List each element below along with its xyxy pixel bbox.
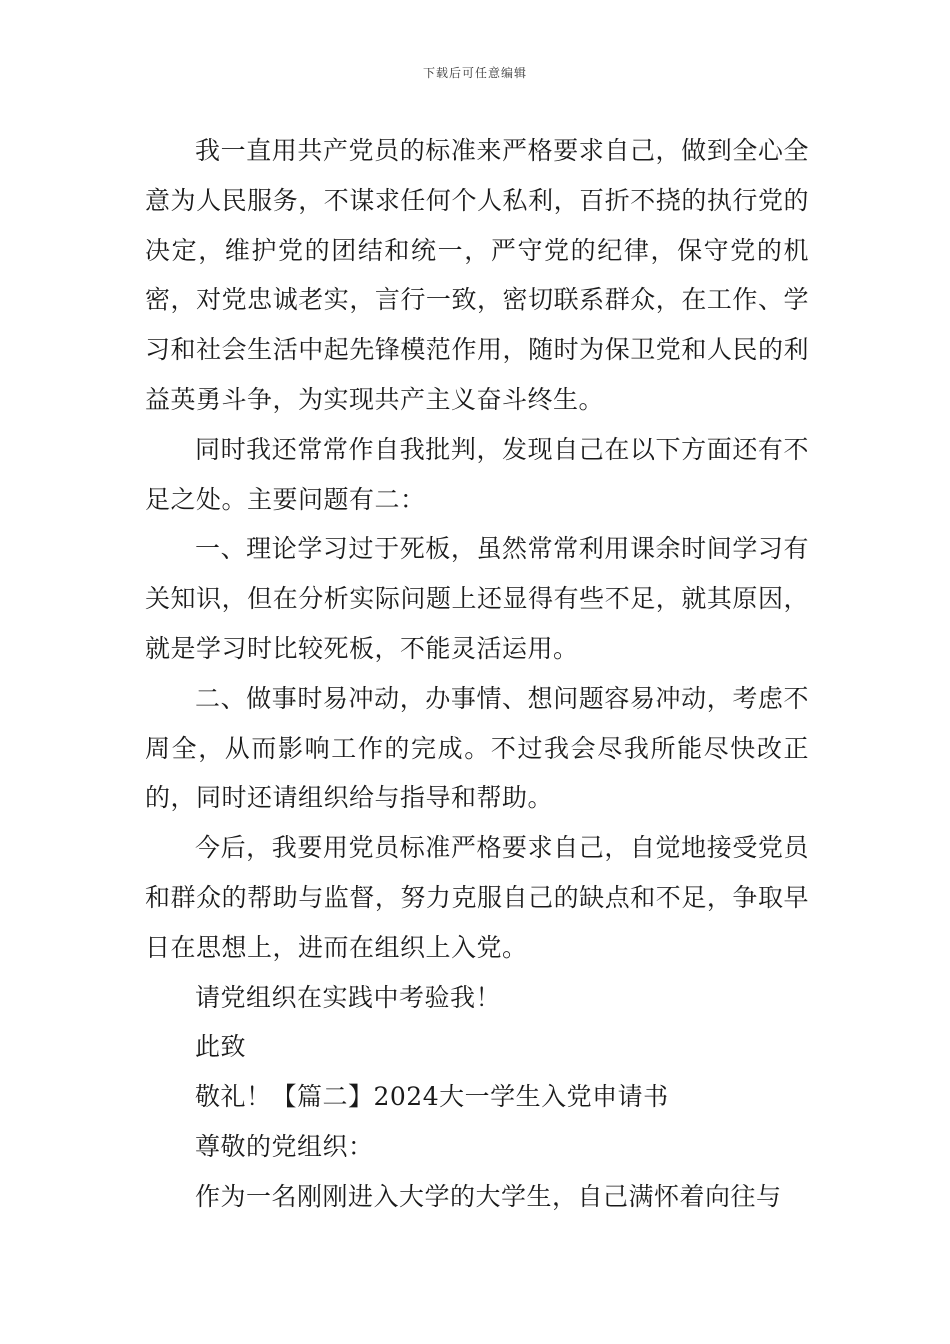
paragraph-future-commitment: 今后，我要用党员标准严格要求自己，自觉地接受党员和群众的帮助与监督，努力克服自己的缺点和不足，争取早日在思想上，进而在组织上入党。 <box>145 833 809 962</box>
paragraph-request-test: 请党组织在实践中考验我！ <box>195 982 502 1012</box>
document-body <box>145 126 809 1222</box>
paragraph-closing-ci-zhi: 此致 <box>195 1032 247 1062</box>
paragraph-salute-and-title: 敬礼！【篇二】2024大一学生入党申请书 <box>195 1082 669 1112</box>
paragraph-party-standard: 我一直用共产党员的标准来严格要求自己，做到全心全意为人民服务，不谋求任何个人私利，百折不挠的执行党的决定，维护党的团结和统一，严守党的纪律，保守党的机密，对党忠诚老实，言行一致，密切联系群众，在工作、学习和社会生活中起先锋模范作用，随时为保卫党和人民的利益英勇斗争，为实现共产主义奋斗终生。 <box>145 136 809 414</box>
paragraph-problem-two: 二、做事时易冲动，办事情、想问题容易冲动，考虑不周全，从而影响工作的完成。不过我会尽我所能尽快改正的，同时还请组织给与指导和帮助。 <box>145 683 809 813</box>
paragraph-problem-one: 一、理论学习过于死板，虽然常常利用课余时间学习有关知识，但在分析实际问题上还显得有些不足，就其原因，就是学习时比较死板，不能灵活运用。 <box>145 534 809 663</box>
paragraph-intro-start: 作为一名刚刚进入大学的大学生，自己满怀着向往与 <box>195 1181 782 1211</box>
paragraph-self-criticism: 同时我还常常作自我批判，发现自己在以下方面还有不足之处。主要问题有二： <box>145 434 809 514</box>
page-header-note: 下载后可任意编辑 <box>422 66 527 80</box>
paragraph-salutation: 尊敬的党组织： <box>195 1131 374 1161</box>
